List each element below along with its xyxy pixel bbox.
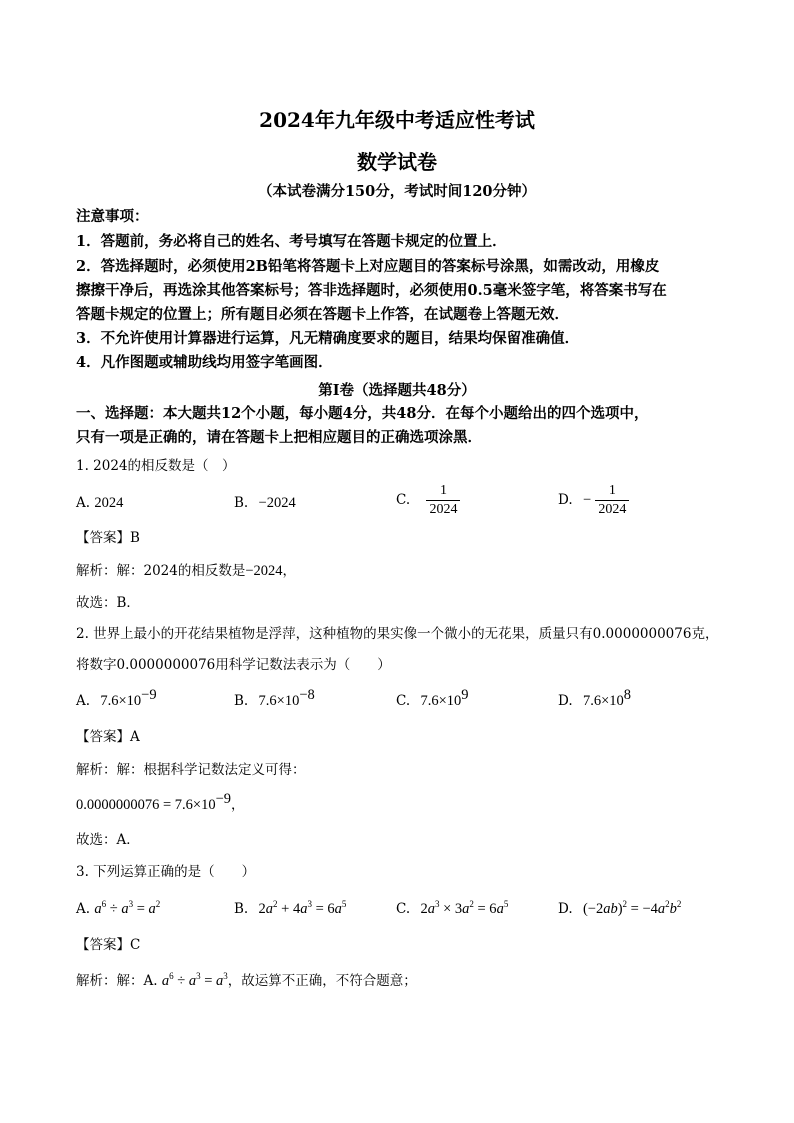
part1-heading: 第Ⅰ卷（选择题共48分） — [318, 382, 476, 399]
option-value: −2024 — [258, 495, 296, 511]
notice-item-3: 3．不允许使用计算器进行运算，凡无精确度要求的题目，结果均保留准确值． — [76, 330, 580, 347]
option-label: C. — [396, 693, 411, 709]
option-label: A. — [76, 693, 91, 709]
q2-answer: 【答案】A — [76, 729, 140, 745]
solution-math: $a^6 \div a^3 = a^3$ — [161, 971, 228, 989]
q1-option-a — [76, 493, 123, 513]
q2-solution: 解析：解：根据科学记数法定义可得： — [76, 762, 306, 778]
option-value: 7.6×10 — [420, 693, 462, 709]
q1-option-d — [558, 482, 629, 519]
q3-solution — [76, 971, 417, 991]
option-exponent: −9 — [141, 687, 157, 703]
solution-text-end: ，故运算不正确，不符合题意； — [227, 973, 417, 989]
section-instruction-line-1: 一、选择题：本大题共12个小题，每小题4分，共48分．在每个小题给出的四个选项中， — [76, 405, 649, 422]
option-label: B. — [234, 901, 249, 917]
option-exponent: −8 — [299, 687, 315, 703]
option-expression: $2a^2 + 4a^3 = 6a^5$ — [258, 899, 347, 917]
notice-item-2-line-2: 擦擦干净后，再选涂其他答案标号；答非选择题时，必须使用0.5毫米签字笔，将答案书写在 — [76, 282, 667, 299]
option-value: 7.6×10 — [582, 693, 624, 709]
option-expression: $(-2ab)^2 = -4a^2b^2$ — [582, 899, 682, 917]
option-value: 7.6×10 — [100, 693, 142, 709]
q2-choose: 故选：A． — [76, 832, 140, 848]
q3-option-c — [396, 899, 508, 919]
option-label: B. — [234, 495, 249, 511]
fraction-numerator: 1 — [426, 482, 460, 501]
q3-option-a — [76, 899, 160, 919]
solution-text: 解析：解：2024的相反数是 — [76, 563, 246, 579]
solution-text: 解析：解：A. — [76, 973, 158, 989]
fraction-denominator: 2024 — [598, 502, 627, 517]
equation-exponent: −9 — [215, 791, 232, 807]
option-exponent: 8 — [623, 687, 631, 703]
notice-item-1: 1．答题前，务必将自己的姓名、考号填写在答题卡规定的位置上． — [76, 233, 507, 250]
notice-item-4: 4．凡作图题或辅助线均用签字笔画图． — [76, 354, 333, 371]
exam-title: 2024年九年级中考适应性考试 — [259, 108, 535, 132]
q3-option-b — [234, 899, 346, 919]
fraction-denominator: 2024 — [429, 502, 458, 517]
minus-sign: − — [582, 492, 592, 508]
solution-math: −2024 — [245, 563, 283, 579]
option-value: 2024 — [94, 495, 124, 511]
option-expression: $a^6 \div a^3 = a^2$ — [94, 899, 161, 917]
fraction-numerator: 1 — [595, 482, 629, 501]
equation-text: 0.0000000076 = 7.6×10 — [76, 797, 216, 813]
option-label: C. — [396, 901, 411, 917]
option-label: D. — [558, 492, 573, 508]
option-label: C. — [396, 492, 411, 508]
q2-option-d — [558, 687, 631, 711]
notice-heading: 注意事项： — [76, 208, 149, 225]
option-label: A. — [76, 495, 91, 511]
option-label: D. — [558, 693, 573, 709]
q2-option-c — [396, 687, 469, 711]
q3-option-d — [558, 899, 681, 919]
q1-stem: 1. 2024的相反数是（ ） — [76, 458, 236, 474]
equation-punct: ， — [231, 797, 245, 813]
option-value: 7.6×10 — [258, 693, 300, 709]
q2-option-a — [76, 687, 157, 711]
option-label: A. — [76, 901, 91, 917]
option-label: B. — [234, 693, 249, 709]
option-expression: $2a^3 \times 3a^2 = 6a^5$ — [420, 899, 509, 917]
q3-answer: 【答案】C — [76, 937, 141, 953]
solution-punct: ， — [282, 563, 297, 579]
q2-option-b — [234, 687, 315, 711]
q2-stem-line-1: 2. 世界上最小的开花结果植物是浮萍，这种植物的果实像一个微小的无花果，质量只有0.0000000076克， — [76, 626, 719, 642]
q2-stem-line-2: 将数字0.0000000076用科学记数法表示为（ ） — [76, 657, 391, 673]
exam-subject: 数学试卷 — [357, 150, 437, 174]
exam-info: （本试卷满分150分，考试时间120分钟） — [257, 183, 537, 200]
q3-stem: 3. 下列运算正确的是（ ） — [76, 864, 256, 880]
q1-choose: 故选：B． — [76, 595, 140, 611]
notice-item-2-line-1: 2．答选择题时，必须使用2B铅笔将答题卡上对应题目的答案标号涂黑，如需改动，用橡皮 — [76, 258, 660, 275]
section-instruction-line-2: 只有一项是正确的，请在答题卡上把相应题目的正确选项涂黑． — [76, 429, 482, 446]
q2-equation — [76, 791, 245, 815]
q1-answer: 【答案】B — [76, 530, 140, 546]
notice-item-2-line-3: 答题卡规定的位置上；所有题目必须在答题卡上作答，在试题卷上答题无效． — [76, 306, 569, 323]
fraction — [426, 482, 460, 519]
option-label: D. — [558, 901, 573, 917]
q1-option-c — [396, 482, 460, 519]
q1-option-b — [234, 493, 296, 513]
option-exponent: 9 — [461, 687, 469, 703]
fraction — [595, 482, 629, 519]
q1-solution — [76, 561, 296, 581]
